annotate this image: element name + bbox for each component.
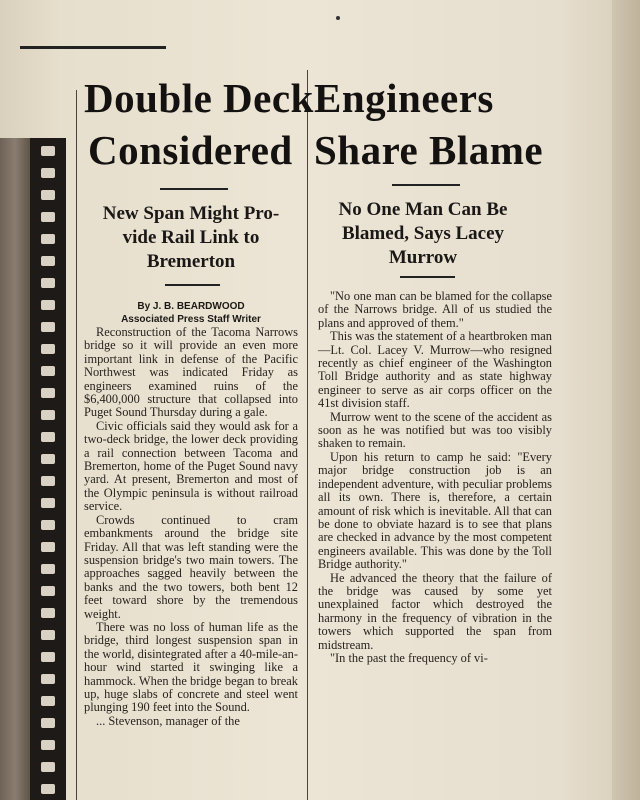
left-headline-rule — [160, 188, 228, 190]
film-sprocket-hole — [41, 542, 55, 552]
column-divider-left — [76, 90, 77, 800]
left-deck — [80, 202, 302, 274]
film-sprocket-hole — [41, 674, 55, 684]
film-sprocket-hole — [41, 146, 55, 156]
page-edge — [612, 0, 640, 800]
film-sprocket-hole — [41, 278, 55, 288]
left-paragraph: ... Stevenson, manager of the — [96, 713, 240, 728]
right-story-body — [318, 290, 552, 665]
film-sprocket-hole — [41, 234, 55, 244]
right-paragraph: He advanced the theory that the failure of the bridge was caused by some yet unexplained factor which destroyed the harmony in the frequency of vibration in the towers which supported the span from midstream. — [318, 570, 552, 652]
right-paragraph: Murrow went to the scene of the accident as soon as he was notified but was too visibly shaken to remain. — [318, 409, 552, 451]
film-sprocket-hole — [41, 388, 55, 398]
right-paragraph: Upon his return to camp he said: "Every major bridge construction job is an independent adventure, with peculiar problems all its own. There is, therefore, a certain amount of risk which is inevitable. All that can be done to obviate hazard is to see that plans are checked in advance by the most competent engineers available. This was done by the Toll Bridge authority." — [318, 449, 552, 572]
film-sprocket-hole — [41, 300, 55, 310]
film-strip-photo — [30, 138, 66, 800]
right-deck-line-1: No One Man Can Be — [338, 199, 508, 220]
adjacent-photo — [0, 138, 30, 800]
right-headline-line-1: Engineers — [314, 75, 494, 121]
film-sprocket-hole — [41, 366, 55, 376]
left-deck-line-1: New Span Might Pro- — [102, 203, 280, 224]
right-paragraph: This was the statement of a heartbroken man—Lt. Col. Lacey V. Murrow—who resigned recently as chief engineer of the Washington Toll Bridge authority and as state highway engineer to serve as air corps officer on the 41st division staff. — [318, 329, 552, 411]
film-sprocket-hole — [41, 476, 55, 486]
left-headline-line-1: Double Deck — [84, 75, 314, 121]
film-sprocket-hole — [41, 784, 55, 794]
right-headline-line-2: Share Blame — [314, 127, 544, 173]
film-sprocket-hole — [41, 608, 55, 618]
film-sprocket-hole — [41, 256, 55, 266]
left-paragraph: There was no loss of human life as the bridge, third longest suspension span in the world, disintegrated after a 40-mile-an-hour wind started it swinging like a hammock. When the bridge began to break up, huge slabs of concrete and steel went plunging 190 feet into the Sound. — [84, 619, 298, 715]
right-deck-rule — [400, 276, 455, 278]
film-sprocket-hole — [41, 344, 55, 354]
film-sprocket-hole — [41, 498, 55, 508]
left-byline-block — [82, 300, 300, 326]
film-sprocket-hole — [41, 630, 55, 640]
right-deck-line-2: Blamed, Says Lacey — [341, 223, 505, 244]
left-deck-rule — [165, 284, 220, 286]
film-sprocket-hole — [41, 190, 55, 200]
film-sprocket-hole — [41, 696, 55, 706]
right-paragraph: "No one man can be blamed for the collapse of the Narrows bridge. All of us studied the plans and approved of them." — [318, 289, 552, 330]
right-deck-line-3: Murrow — [388, 247, 458, 268]
film-sprocket-hole — [41, 564, 55, 574]
right-headline-rule — [392, 184, 460, 186]
left-deck-line-3: Bremerton — [146, 251, 236, 272]
byline: By J. B. BEARDWOOD — [137, 301, 245, 312]
film-sprocket-hole — [41, 432, 55, 442]
film-sprocket-hole — [41, 168, 55, 178]
byline-credit: Associated Press Staff Writer — [121, 314, 261, 325]
film-sprocket-hole — [41, 520, 55, 530]
right-deck — [312, 198, 534, 270]
column-divider-center — [307, 70, 308, 800]
left-paragraph: Crowds continued to cram embankments around the bridge site Friday. All that was left standing were the suspension bridge's two main towers. The approaches sagged heavily between the banks and the two towers, both bent 12 feet toward shore by the tremendous weight. — [84, 512, 298, 621]
film-sprocket-hole — [41, 718, 55, 728]
ink-dot — [336, 16, 340, 20]
film-sprocket-hole — [41, 762, 55, 772]
right-paragraph: "In the past the frequency of vi- — [330, 650, 488, 665]
left-deck-line-2: vide Rail Link to — [122, 227, 260, 248]
film-sprocket-hole — [41, 454, 55, 464]
film-sprocket-hole — [41, 322, 55, 332]
film-sprocket-hole — [41, 740, 55, 750]
film-sprocket-hole — [41, 652, 55, 662]
film-sprocket-hole — [41, 586, 55, 596]
left-paragraph: Civic officials said they would ask for a two-deck bridge, the lower deck providing a rail connection between Tacoma and Bremerton, home of the Puget Sound navy yard. At present, Bremerton and most of the Olympic peninsula is without railroad service. — [84, 418, 298, 514]
left-headline-line-2: Considered — [88, 127, 293, 173]
top-column-rule — [20, 46, 166, 49]
film-sprocket-hole — [41, 212, 55, 222]
left-paragraph: Reconstruction of the Tacoma Narrows bridge so it will provide an even more important link in defense of the Pacific Northwest was indicated Friday as engineers examined ruins of the $6,400,000 structure that collapsed into Puget Sound Thursday during a gale. — [84, 325, 298, 420]
left-story-body — [84, 326, 298, 728]
film-sprocket-hole — [41, 410, 55, 420]
